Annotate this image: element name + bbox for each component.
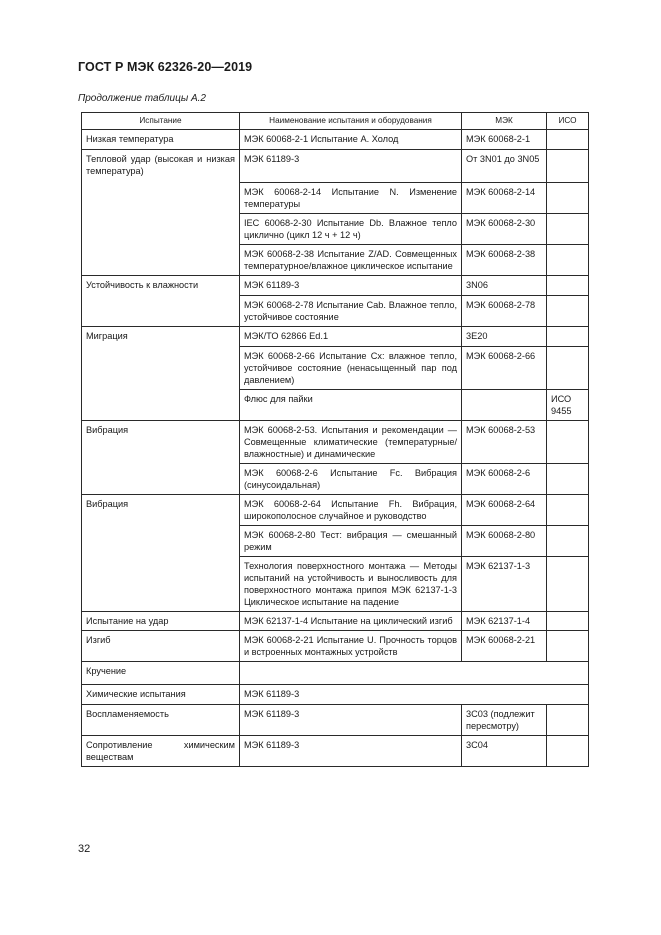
cell-name: МЭК 61189-3 bbox=[240, 685, 589, 705]
cell-name: МЭК 61189-3 bbox=[240, 736, 462, 767]
cell-test: Химические испытания bbox=[82, 685, 240, 705]
cell-name: МЭК 60068-2-78 Испытание Cab. Влажное тепло, устойчивое состояние bbox=[240, 296, 462, 327]
cell-name: МЭК 60068-2-1 Испытание А. Холод bbox=[240, 130, 462, 150]
cell-iec: От 3N01 до 3N05 bbox=[462, 150, 547, 183]
cell-iso bbox=[547, 495, 589, 526]
cell-name: МЭК 60068-2-80 Тест: вибрация — смешанный режим bbox=[240, 526, 462, 557]
cell-name: МЭК 60068-2-53. Испытания и рекомендации — Совмещенные климатические (температурные/влажностные) и динамические bbox=[240, 421, 462, 464]
cell-iec: МЭК 60068-2-66 bbox=[462, 347, 547, 390]
cell-iec: 3E20 bbox=[462, 327, 547, 347]
cell-test: Вибрация bbox=[82, 495, 240, 612]
cell-test: Низкая температура bbox=[82, 130, 240, 150]
table-header-row bbox=[82, 113, 589, 130]
cell-iec: МЭК 60068-2-14 bbox=[462, 183, 547, 214]
cell-iso bbox=[547, 557, 589, 612]
cell-iso bbox=[547, 347, 589, 390]
cell-test: Испытание на удар bbox=[82, 612, 240, 631]
cell-name: МЭК/ТО 62866 Ed.1 bbox=[240, 327, 462, 347]
cell-name bbox=[240, 662, 589, 685]
table-row bbox=[82, 631, 589, 662]
cell-iso bbox=[547, 464, 589, 495]
cell-iso bbox=[547, 183, 589, 214]
cell-iso bbox=[547, 245, 589, 276]
cell-name: МЭК 60068-2-6 Испытание Fc. Вибрация (синусоидальная) bbox=[240, 464, 462, 495]
cell-name: IEC 60068-2-30 Испытание Db. Влажное тепло циклично (цикл 12 ч + 12 ч) bbox=[240, 214, 462, 245]
table-row bbox=[82, 685, 589, 705]
cell-iso bbox=[547, 612, 589, 631]
cell-iec: МЭК 60068-2-21 bbox=[462, 631, 547, 662]
cell-iec: МЭК 60068-2-38 bbox=[462, 245, 547, 276]
header-name: Наименование испытания и оборудования bbox=[240, 113, 462, 130]
cell-name: МЭК 60068-2-21 Испытание U. Прочность торцов и встроенных монтажных устройств bbox=[240, 631, 462, 662]
table-caption: Продолжение таблицы А.2 bbox=[78, 93, 206, 104]
table-row bbox=[82, 705, 589, 736]
cell-iec: МЭК 60068-2-30 bbox=[462, 214, 547, 245]
cell-iso: ИСО 9455 bbox=[547, 390, 589, 421]
cell-name: МЭК 60068-2-14 Испытание N. Изменение температуры bbox=[240, 183, 462, 214]
cell-test: Устойчивость к влажности bbox=[82, 276, 240, 327]
table-row bbox=[82, 736, 589, 767]
header-iso: ИСО bbox=[547, 113, 589, 130]
table-row bbox=[82, 130, 589, 150]
document-title: ГОСТ Р МЭК 62326-20—2019 bbox=[78, 60, 253, 74]
cell-name: Технология поверхностного монтажа — Методы испытаний на устойчивость и выносливость для поверхностного монтажа припоя МЭК 62137-1-3 Циклическое испытание на падение bbox=[240, 557, 462, 612]
cell-iec: МЭК 60068-2-1 bbox=[462, 130, 547, 150]
table-row bbox=[82, 662, 589, 685]
cell-name: МЭК 60068-2-64 Испытание Fh. Вибрация, широкополосное случайное и руководство bbox=[240, 495, 462, 526]
cell-iec: МЭК 62137-1-4 bbox=[462, 612, 547, 631]
cell-iso bbox=[547, 130, 589, 150]
page-number: 32 bbox=[78, 843, 91, 855]
cell-iec: МЭК 60068-2-53 bbox=[462, 421, 547, 464]
header-iec: МЭК bbox=[462, 113, 547, 130]
cell-iso bbox=[547, 214, 589, 245]
cell-test: Сопротивление химическим веществам bbox=[82, 736, 240, 767]
table-row bbox=[82, 495, 589, 526]
cell-test: Тепловой удар (высокая и низкая температура) bbox=[82, 150, 240, 276]
cell-test: Миграция bbox=[82, 327, 240, 421]
cell-iso bbox=[547, 150, 589, 183]
cell-name: МЭК 61189-3 bbox=[240, 276, 462, 296]
cell-iec: 3C03 (подлежит пересмотру) bbox=[462, 705, 547, 736]
cell-iec: 3C04 bbox=[462, 736, 547, 767]
cell-iso bbox=[547, 327, 589, 347]
cell-name: Флюс для пайки bbox=[240, 390, 462, 421]
header-test: Испытание bbox=[82, 113, 240, 130]
test-methods-table bbox=[81, 112, 589, 767]
table-row bbox=[82, 421, 589, 464]
cell-iso bbox=[547, 276, 589, 296]
cell-iso bbox=[547, 526, 589, 557]
cell-iso bbox=[547, 296, 589, 327]
cell-name: МЭК 61189-3 bbox=[240, 705, 462, 736]
cell-name: МЭК 61189-3 bbox=[240, 150, 462, 183]
table-row bbox=[82, 276, 589, 296]
cell-iec: МЭК 60068-2-6 bbox=[462, 464, 547, 495]
cell-test: Вибрация bbox=[82, 421, 240, 495]
table-row bbox=[82, 150, 589, 183]
cell-test: Кручение bbox=[82, 662, 240, 685]
cell-name: МЭК 60068-2-66 Испытание Cx: влажное тепло, устойчивое состояние (ненасыщенный пар под давлением) bbox=[240, 347, 462, 390]
cell-name: МЭК 62137-1-4 Испытание на циклический изгиб bbox=[240, 612, 462, 631]
cell-test: Воспламеняемость bbox=[82, 705, 240, 736]
table-row bbox=[82, 327, 589, 347]
cell-iec: МЭК 60068-2-80 bbox=[462, 526, 547, 557]
cell-iec bbox=[462, 390, 547, 421]
cell-iec: 3N06 bbox=[462, 276, 547, 296]
cell-test: Изгиб bbox=[82, 631, 240, 662]
cell-iec: МЭК 60068-2-78 bbox=[462, 296, 547, 327]
cell-iso bbox=[547, 631, 589, 662]
cell-iso bbox=[547, 736, 589, 767]
cell-iso bbox=[547, 705, 589, 736]
cell-iec: МЭК 60068-2-64 bbox=[462, 495, 547, 526]
table-row bbox=[82, 612, 589, 631]
cell-iso bbox=[547, 421, 589, 464]
cell-name: МЭК 60068-2-38 Испытание Z/AD. Совмещенных температурное/влажное циклическое испытание bbox=[240, 245, 462, 276]
cell-iec: МЭК 62137-1-3 bbox=[462, 557, 547, 612]
